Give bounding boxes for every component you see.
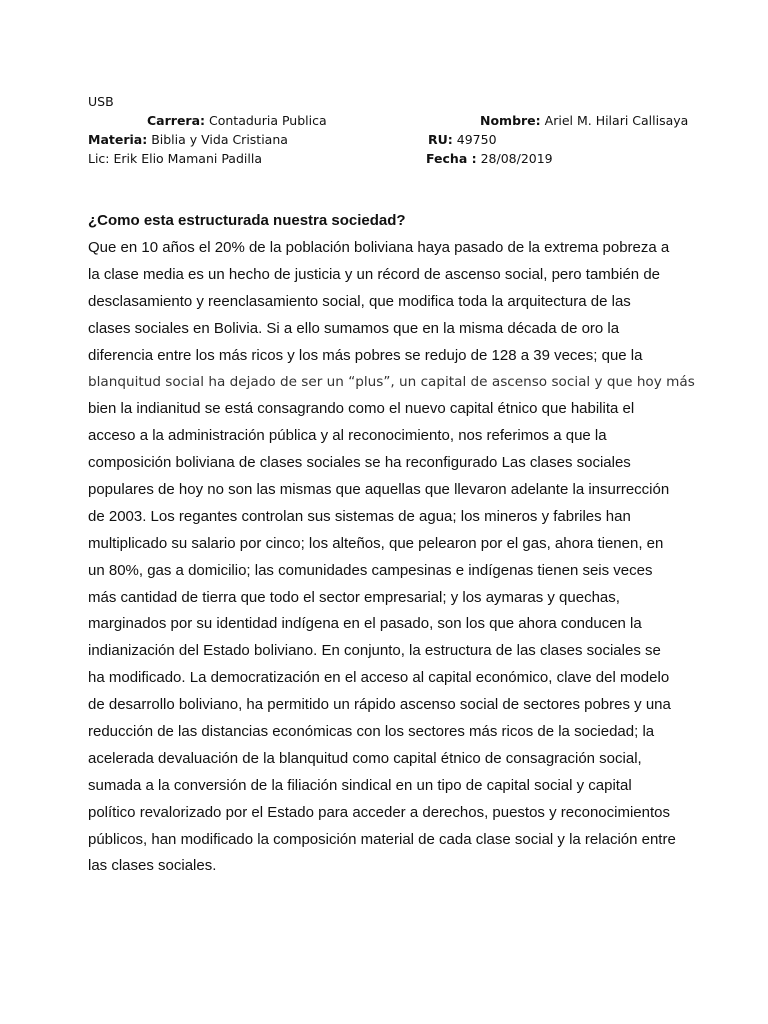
- essay-line: marginados por su identidad indígena en el pasado, son los que ahora conducen la: [88, 615, 642, 633]
- subject-label: Materia:: [88, 132, 148, 147]
- name-line: [480, 111, 688, 130]
- subject-line: [88, 130, 288, 149]
- essay-line: acceso a la administración pública y al reconocimiento, nos referimos a que la: [88, 427, 607, 445]
- essay-line: públicos, han modificado la composición material de cada clase social y la relación entre: [88, 830, 676, 848]
- essay-line: clases sociales en Bolivia. Si a ello sumamos que en la misma década de oro la: [88, 319, 620, 337]
- career-value: Contaduria Publica: [209, 113, 327, 128]
- essay-line: diferencia entre los más ricos y los más pobres se redujo de 128 a 39 veces; que la: [88, 346, 643, 364]
- date-value: 28/08/2019: [480, 151, 553, 166]
- teacher-line: Lic: Erik Elio Mamani Padilla: [88, 151, 262, 166]
- essay-line: de 2003. Los regantes controlan sus sistemas de agua; los mineros y fabriles han: [88, 507, 631, 525]
- subject-value: Biblia y Vida Cristiana: [151, 132, 288, 147]
- date-label: Fecha :: [426, 151, 477, 166]
- essay-line: multiplicado su salario por cinco; los alteños, que pelearon por el gas, ahora tienen, en: [88, 534, 664, 552]
- career-label: Carrera:: [147, 113, 206, 128]
- essay-line: sumada a la conversión de la filiación sindical en un tipo de capital social y capital: [88, 776, 632, 794]
- essay-line: indianización del Estado boliviano. En conjunto, la estructura de las clases sociales se: [88, 642, 661, 660]
- ru-value: 49750: [456, 132, 497, 147]
- question-heading: ¿Como esta estructurada nuestra sociedad?: [88, 212, 406, 229]
- essay-line: desclasamiento y reenclasamiento social, que modifica toda la arquitectura de las: [88, 292, 631, 310]
- essay-body: [88, 235, 695, 880]
- institution-label: USB: [88, 94, 114, 109]
- essay-line: ha modificado. La democratización en el acceso al capital económico, clave del modelo: [88, 669, 670, 687]
- essay-line: blanquitud social ha dejado de ser un “plus”, un capital de ascenso social y que hoy más: [88, 374, 695, 391]
- name-value: Ariel M. Hilari Callisaya: [544, 113, 689, 128]
- essay-line: de desarrollo boliviano, ha permitido un rápido ascenso social de sectores pobres y una: [88, 696, 671, 714]
- essay-line: bien la indianitud se está consagrando como el nuevo capital étnico que habilita el: [88, 400, 635, 418]
- essay-line: reducción de las distancias económicas con los sectores más ricos de la sociedad; la: [88, 723, 655, 741]
- ru-label: RU:: [428, 132, 453, 147]
- essay-line: político revalorizado por el Estado para acceder a derechos, puestos y reconocimientos: [88, 803, 670, 821]
- date-line: [426, 149, 553, 168]
- name-label: Nombre:: [480, 113, 541, 128]
- essay-line: más cantidad de tierra que todo el sector empresarial; y los aymaras y quechas,: [88, 588, 620, 606]
- essay-line: acelerada devaluación de la blanquitud como capital étnico de consagración social,: [88, 749, 642, 767]
- essay-line: composición boliviana de clases sociales se ha reconfigurado Las clases sociales: [88, 454, 631, 472]
- essay-line: populares de hoy no son las mismas que aquellas que llevaron adelante la insurrección: [88, 481, 670, 499]
- essay-line: Que en 10 años el 20% de la población boliviana haya pasado de la extrema pobreza a: [88, 239, 670, 256]
- essay-line: la clase media es un hecho de justicia y un récord de ascenso social, pero también de: [88, 265, 660, 283]
- essay-line: un 80%, gas a domicilio; las comunidades campesinas e indígenas tienen seis veces: [88, 561, 653, 579]
- career-line: [147, 111, 327, 130]
- ru-line: [428, 130, 497, 149]
- essay-line: las clases sociales.: [88, 857, 217, 875]
